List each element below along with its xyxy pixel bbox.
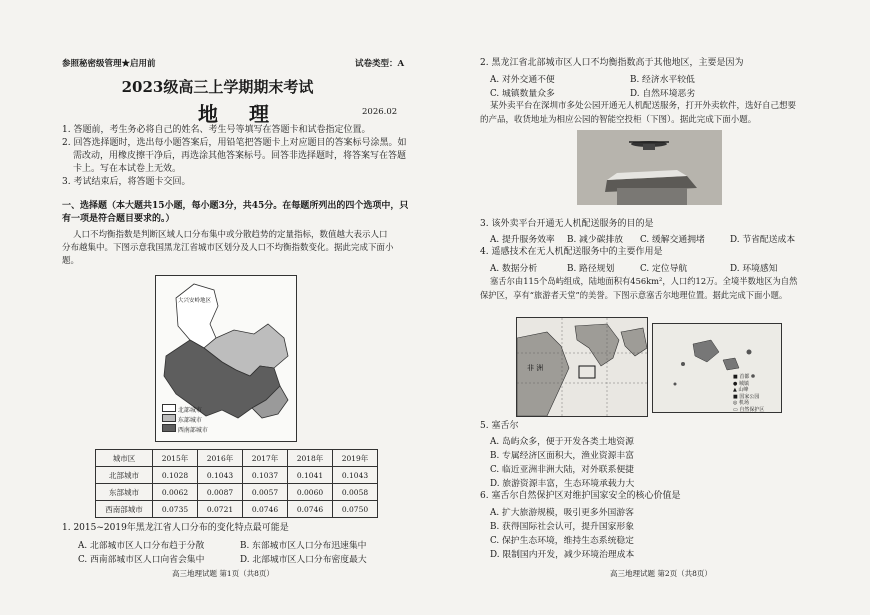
q1-option-b: B. 东部城市区人口分布迅速集中 (240, 541, 367, 551)
q2-stem: 2. 黑龙江省北部城市区人口不均衡指数高于其他地区，主要是因为 (480, 58, 744, 68)
q2-option-b: B. 经济水平较低 (630, 75, 695, 85)
table-cell: 西南部城市 (96, 501, 153, 518)
table-cell: 0.0062 (153, 484, 198, 501)
instruction-2-cont: 需改动，用橡皮擦干净后，再选涂其他答案标号。回答非选择题时，将答案写在答题 (73, 151, 407, 161)
legend-item: ◎ 机场 (733, 400, 749, 406)
heilongjiang-map (155, 275, 297, 442)
q1-option-c: C. 西南部城市区人口向省会集中 (78, 555, 205, 565)
table-cell: 0.1028 (153, 467, 198, 484)
q6-option-d: D. 限制国内开发，减少环境治理成本 (490, 550, 635, 560)
passage2-line-2: 的产品，收货地址为相应公园的智能空投柜（下图）。据此完成下面小题。 (480, 115, 757, 125)
table-cell: 0.1043 (333, 467, 378, 484)
legend-item-north: 北部城市 (162, 404, 208, 414)
population-index-table (95, 449, 378, 518)
q6-option-a: A. 扩大旅游规模，吸引更多外国游客 (490, 508, 634, 518)
passage-line-3: 题。 (62, 256, 80, 266)
q3-option-c: C. 缓解交通拥堵 (640, 235, 705, 245)
instruction-2: 2. 回答选择题时，选出每小题答案后，用铅笔把答题卡上对应题目的答案标号涂黑。如 (62, 138, 407, 148)
table-cell: 0.0721 (198, 501, 243, 518)
q2-option-a: A. 对外交通不便 (490, 75, 555, 85)
q4-stem: 4. 遥感技术在无人机配送服务中的主要作用是 (480, 247, 663, 257)
table-header: 2019年 (333, 450, 378, 467)
instruction-2-cont2: 卡上。写在本试卷上无效。 (73, 164, 182, 174)
map-legend (162, 404, 208, 434)
q4-option-d: D. 环境感知 (730, 264, 778, 274)
seychelles-detail-map (652, 323, 782, 413)
table-header: 2018年 (288, 450, 333, 467)
seychelles-locator-map (516, 317, 648, 417)
passage-line-2: 分布越集中。下图示意我国黑龙江省城市区划分及人口不均衡指数变化。据此完成下面小 (62, 243, 394, 253)
instruction-1: 1. 答题前，考生务必将自己的姓名、考生号等填写在答题卡和试卷指定位置。 (62, 125, 371, 135)
table-cell: 0.0746 (288, 501, 333, 518)
table-cell: 0.0746 (243, 501, 288, 518)
table-cell: 0.1043 (198, 467, 243, 484)
exam-date: 2026.02 (362, 107, 398, 117)
continent-label: 非 洲 (527, 364, 544, 372)
q4-option-c: C. 定位导航 (640, 264, 688, 274)
q5-option-c: C. 临近亚洲非洲大陆，对外联系便捷 (490, 465, 634, 475)
legend-item: ▲ 山峰 (733, 387, 749, 393)
drone-locker-illustration (577, 130, 722, 205)
q4-option-b: B. 路径规划 (567, 264, 615, 274)
table-row (96, 467, 378, 484)
q1-option-d: D. 北部城市区人口分布密度最大 (240, 555, 367, 565)
table-cell: 0.0057 (243, 484, 288, 501)
table-cell: 0.0735 (153, 501, 198, 518)
table-cell: 东部城市 (96, 484, 153, 501)
instruction-3: 3. 考试结束后，将答题卡交回。 (62, 177, 191, 187)
q2-option-c: C. 城镇数量众多 (490, 89, 555, 99)
subject-title: 地 理 (198, 102, 281, 126)
q6-option-b: B. 获得国际社会认可，提升国家形象 (490, 522, 635, 532)
q3-option-a: A. 提升服务效率 (490, 235, 555, 245)
q1-option-a: A. 北部城市区人口分布趋于分散 (78, 541, 205, 551)
table-cell: 0.1037 (243, 467, 288, 484)
table-cell: 0.0060 (288, 484, 333, 501)
table-header: 2015年 (153, 450, 198, 467)
legend-item: ■ 国家公园 (733, 393, 760, 400)
passage-line-1: 人口不均衡指数是判断区域人口分布集中或分散趋势的定量指标，数值越大表示人口 (73, 230, 388, 240)
section-title-cont: 有一项是符合题目要求的。） (62, 214, 175, 224)
q6-option-c: C. 保护生态环境，维持生态系统稳定 (490, 536, 634, 546)
q3-option-b: B. 减少碳排放 (567, 235, 624, 245)
passage2-line-1: 某外卖平台在深圳市多处公园开通无人机配送服务，打开外卖软件，选好自己想要 (490, 101, 797, 111)
table-cell: 北部城市 (96, 467, 153, 484)
exam-title: 2023级高三上学期期末考试 (121, 78, 314, 96)
table-header-row (96, 450, 378, 467)
table-row (96, 501, 378, 518)
q6-stem: 6. 塞舌尔自然保护区对维护国家安全的核心价值是 (480, 491, 681, 501)
page-footer: 高三地理试题 第1页（共8页） (172, 569, 274, 578)
paper-type: 试卷类型：A (355, 59, 405, 69)
q5-stem: 5. 塞舌尔 (480, 421, 519, 431)
table-cell: 0.0087 (198, 484, 243, 501)
island-map-legend (733, 374, 764, 413)
legend-item: ● 城镇 (733, 380, 749, 387)
passage3-line-1: 塞舌尔由115个岛屿组成，陆地面积有456km²，人口约12万。全境半数地区为自然 (490, 276, 798, 286)
q2-option-d: D. 自然环境恶劣 (630, 89, 696, 99)
table-cell: 0.1041 (288, 467, 333, 484)
legend-item: ▭ 自然保护区 (733, 406, 765, 413)
section-title: 一、选择题（本大题共15小题，每小题3分，共45分。在每题所列出的四个选项中，只 (62, 201, 409, 211)
page-footer-2: 高三地理试题 第2页（共8页） (610, 569, 712, 578)
q3-option-d: D. 节省配送成本 (730, 235, 796, 245)
legend-item-east: 东部城市 (162, 414, 208, 424)
table-header: 2016年 (198, 450, 243, 467)
q4-option-a: A. 数据分析 (490, 264, 538, 274)
confidential-label: 参照秘密级管理★启用前 (62, 59, 156, 69)
drone-delivery-photo (577, 130, 722, 205)
q5-option-b: B. 专属经济区面积大，渔业资源丰富 (490, 451, 635, 461)
table-cell: 0.0058 (333, 484, 378, 501)
q5-option-d: D. 旅游资源丰富，生态环境承载力大 (490, 479, 635, 489)
table-header: 2017年 (243, 450, 288, 467)
q5-option-a: A. 岛屿众多，便于开发各类土地资源 (490, 437, 634, 447)
legend-item: ■ 首都 (733, 374, 750, 380)
legend-item-southwest: 西南部城市 (162, 424, 208, 434)
q3-stem: 3. 该外卖平台开通无人机配送服务的目的是 (480, 219, 654, 229)
passage3-line-2: 保护区，享有“旅游者天堂”的美誉。下图示意塞舌尔地理位置。据此完成下面小题。 (480, 290, 788, 300)
table-row (96, 484, 378, 501)
region-label: 大兴安岭地区 (178, 298, 212, 304)
locator-map-svg (517, 318, 647, 416)
table-cell: 0.0750 (333, 501, 378, 518)
q1-stem: 1. 2015~2019年黑龙江省人口分布的变化特点最可能是 (62, 523, 289, 533)
table-header: 城市区 (96, 450, 153, 467)
